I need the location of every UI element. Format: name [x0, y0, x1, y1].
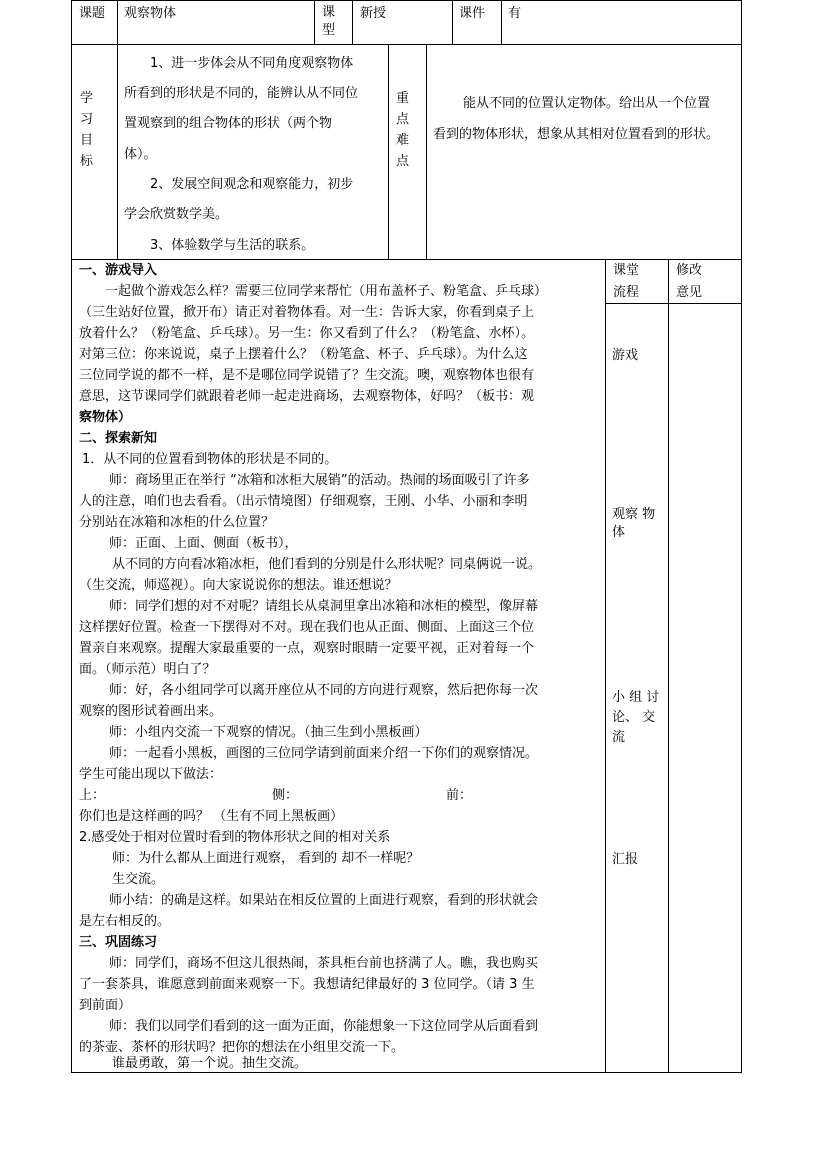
note-observe: 观察 物 体	[612, 507, 656, 540]
drawing-label-side: 侧：	[272, 788, 299, 803]
vline-r2-b	[388, 44, 389, 259]
flow-header: 课堂 流程	[613, 263, 640, 300]
courseware-value: 有	[508, 6, 522, 21]
revise-header: 修改 意见	[676, 263, 703, 300]
topic-value: 观察物体	[124, 6, 177, 21]
objectives-label: 学 习 目 标	[80, 91, 94, 169]
vline-r2-a	[117, 44, 118, 259]
section-heading: 一、游戏导入	[79, 263, 158, 278]
note-report: 汇报	[612, 852, 639, 867]
side-header-bottom	[605, 303, 742, 304]
section-heading: 三、巩固练习	[79, 935, 158, 950]
section-heading: 二、探索新知	[79, 431, 158, 446]
vline-r1-a	[117, 0, 118, 44]
vline-r1-e	[501, 0, 502, 44]
row1-bottom	[71, 44, 742, 45]
key-points-label: 重 点 难 点	[396, 91, 410, 169]
vline-r2-c	[426, 44, 427, 259]
row2-bottom	[71, 259, 742, 260]
topic-label: 课题	[79, 6, 106, 21]
type-value: 新授	[360, 6, 387, 21]
type-label: 课型	[322, 5, 336, 38]
vline-r1-d	[452, 0, 453, 44]
vline-r3-a	[605, 259, 606, 1073]
note-game: 游戏	[612, 348, 639, 363]
vline-r3-b	[668, 259, 669, 1073]
courseware-label: 课件	[459, 6, 486, 21]
drawing-label-front: 前：	[446, 788, 473, 803]
vline-r1-c	[352, 0, 353, 44]
note-group: 小 组 讨 论、 交 流	[612, 690, 660, 745]
vline-r1-b	[314, 0, 315, 44]
